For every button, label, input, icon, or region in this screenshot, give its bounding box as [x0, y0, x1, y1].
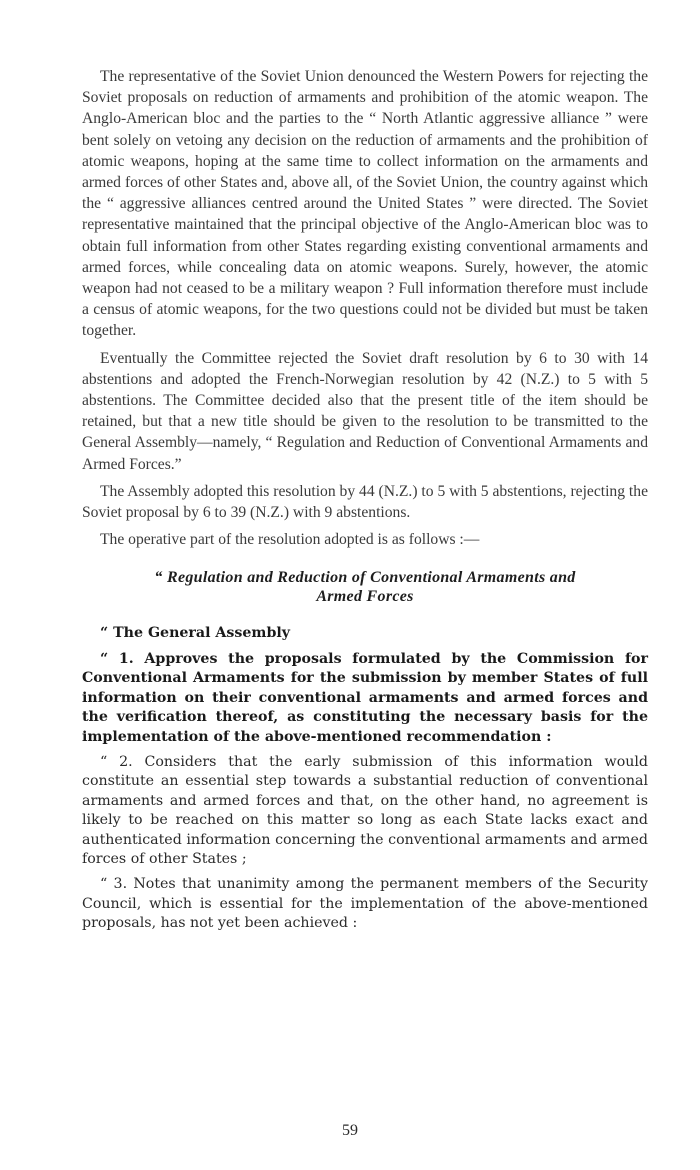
resolution-heading-line2: Armed Forces	[316, 588, 414, 606]
paragraph-committee-vote: Eventually the Committee rejected the Soviet draft resolution by 6 to 30 with 14 abstentions and adopted the French-Norwegian resolution by 42 (N.Z.) to 5 with 5 abstentions. The Committee decided also that the present title of the item should be retained, but that a new title should be given to the resolution to be transmitted to the General Assembly—namely, “ Regulation and Reduction of Conventional Armaments and Armed Forces.”	[82, 349, 648, 473]
resolution-assembly-line: “ The General Assembly	[100, 625, 290, 642]
resolution-item-1: “ 1. Approves the proposals formulated by the Commission for Conventional Armaments for the submission by member States of full information on their conventional armaments and armed forces and the verification thereof, as constituting the necessary basis for the implementation of the above-mentioned recommendation :	[82, 650, 648, 745]
paragraph-operative-intro: The operative part of the resolution adopted is as follows :—	[100, 531, 480, 549]
resolution-item-2: “ 2. Considers that the early submission of this information would constitute an essential step towards a substantial reduction of conventional armaments and armed forces and that, on the other hand, no agreement is likely to be reached on this matter so long as each State lacks exact and authenticated information concerning the conventional armaments and armed forces of other States ;	[82, 753, 648, 867]
page-number: 59	[342, 1122, 358, 1139]
resolution-heading-line1: “ Regulation and Reduction of Conventional Armaments and	[154, 569, 576, 587]
paragraph-assembly-vote: The Assembly adopted this resolution by 44 (N.Z.) to 5 with 5 abstentions, rejecting the Soviet proposal by 6 to 39 (N.Z.) with 9 abstentions.	[82, 482, 648, 522]
resolution-item-3: “ 3. Notes that unanimity among the permanent members of the Security Council, which is essential for the implementation of the above-mentioned proposals, has not yet been achieved :	[82, 876, 648, 932]
document-page	[82, 66, 648, 934]
paragraph-soviet-statement: The representative of the Soviet Union denounced the Western Powers for rejecting the Soviet proposals on reduction of armaments and prohibition of the atomic weapon. The Anglo-American bloc and the parties to the “ North Atlantic aggressive alliance ” were bent solely on vetoing any decision on the reduction of armaments and the prohibition of atomic weapons, hoping at the same time to collect information on the armaments and armed forces of other States and, above all, of the Soviet Union, the country against which the “ aggressive alliances centred around the United States ” were directed. The Soviet representative maintained that the principal objective of the Anglo-American bloc was to obtain full information from other States regarding existing conventional armaments and armed forces, while concealing data on atomic weapons. Surely, however, the atomic weapon had not ceased to be a military weapon ? Full information therefore must include a census of atomic weapons, for the two questions could not be divided but must be taken together.	[82, 68, 648, 340]
